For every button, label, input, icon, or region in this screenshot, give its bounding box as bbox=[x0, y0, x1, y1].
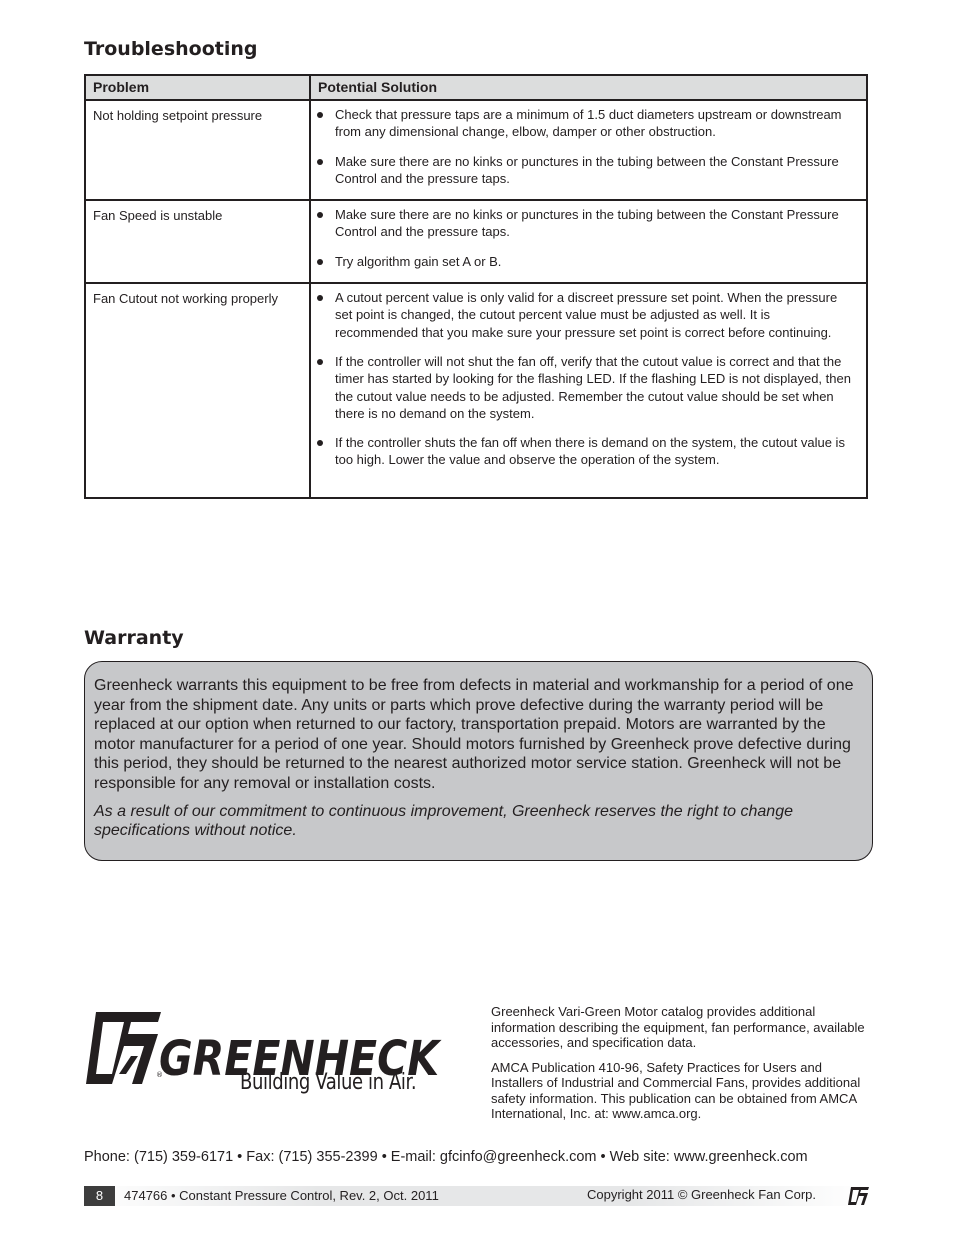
bullet-icon bbox=[317, 440, 323, 446]
info-paragraph: Greenheck Vari-Green Motor catalog provides additional information describing the equipment, fan performance, available accessories, and specification data. bbox=[491, 1004, 865, 1050]
bullet-icon bbox=[317, 259, 323, 265]
problem-cell: Fan Cutout not working properly bbox=[85, 283, 310, 498]
catalog-info bbox=[491, 1004, 866, 1131]
warranty-note: As a result of our commitment to continuous improvement, Greenheck reserves the right to change specifications without notice. bbox=[94, 802, 793, 840]
info-paragraph: AMCA Publication 410-96, Safety Practices for Users and Installers of Industrial and Commercial Fans, provides additional safety information. This publication can be obtained from AMCA International, Inc. at: www.amca.org. bbox=[491, 1059, 861, 1121]
table-row bbox=[85, 100, 867, 200]
bullet-icon bbox=[317, 112, 323, 118]
solution-item bbox=[335, 434, 856, 469]
solution-cell bbox=[310, 283, 867, 498]
table-row bbox=[85, 200, 867, 283]
solution-text: Make sure there are no kinks or punctures in the tubing between the Constant Pressure Control and the pressure taps. bbox=[335, 207, 839, 240]
bullet-icon bbox=[317, 295, 323, 301]
solution-item bbox=[335, 289, 856, 341]
solution-list bbox=[335, 289, 856, 469]
document-info: 474766 • Constant Pressure Control, Rev. 2, Oct. 2011 bbox=[124, 1188, 439, 1203]
solution-cell bbox=[310, 100, 867, 200]
page-number: 8 bbox=[84, 1186, 115, 1206]
greenheck-mark-icon bbox=[86, 1012, 161, 1084]
solution-item bbox=[335, 206, 856, 241]
warranty-body: Greenheck warrants this equipment to be free from defects in material and workmanship for a period of one year from the shipment date. Any units or parts which prove defective during the warranty period will be replaced at our option when returned to our factory, transportation prepaid. Motors are warranted by the motor manufacturer for a period of one year. Should motors furnished by Greenheck prove defective during this period, they should be returned to the nearest authorized motor service station. Greenheck will not be responsible for any removal or installation costs. bbox=[94, 677, 854, 792]
solution-list bbox=[335, 106, 856, 187]
solution-list bbox=[335, 206, 856, 270]
copyright: Copyright 2011 © Greenheck Fan Corp. bbox=[587, 1187, 817, 1202]
solution-text: Check that pressure taps are a minimum of 1.5 duct diameters upstream or downstream from any dimensional change, elbow, damper or other obstruction. bbox=[335, 107, 842, 140]
logo-wordmark: GREENHECK bbox=[159, 1031, 443, 1087]
solution-text: If the controller will not shut the fan off, verify that the cutout value is correct and that the timer has started by looking for the flashing LED. If the flashing LED is not displayed, then the cutout value needs to be adjusted. Remember the cutout value should be set when there is no demand on the system. bbox=[335, 353, 851, 421]
column-header-problem: Problem bbox=[85, 75, 310, 100]
solution-item bbox=[335, 153, 856, 188]
problem-cell: Not holding setpoint pressure bbox=[85, 100, 310, 200]
bullet-icon bbox=[317, 159, 323, 165]
logo-tagline: Building Value in Air. bbox=[240, 1070, 417, 1095]
solution-text: If the controller shuts the fan off when there is demand on the system, the cutout value is too high. Lower the value and observe the operation of the system. bbox=[335, 435, 845, 468]
solution-item bbox=[335, 106, 856, 141]
solution-item bbox=[335, 253, 856, 270]
table-row bbox=[85, 283, 867, 498]
bullet-icon bbox=[317, 212, 323, 218]
column-header-solution: Potential Solution bbox=[310, 75, 867, 100]
contact-line: Phone: (715) 359-6171 • Fax: (715) 355-2399 • E-mail: gfcinfo@greenheck.com • Web site: www.greenheck.com bbox=[84, 1149, 808, 1165]
warranty-box bbox=[84, 661, 873, 861]
registered-mark: ® bbox=[156, 1071, 163, 1079]
warranty-heading: Warranty bbox=[84, 627, 184, 649]
solution-text: Make sure there are no kinks or punctures in the tubing between the Constant Pressure Control and the pressure taps. bbox=[335, 153, 839, 186]
troubleshooting-heading: Troubleshooting bbox=[84, 38, 258, 60]
solution-cell bbox=[310, 200, 867, 283]
bullet-icon bbox=[317, 359, 323, 365]
solution-text: A cutout percent value is only valid for a discreet pressure set point. When the pressure set point is changed, the cutout percent value must be adjusted as well. It is recommended that you make sure your pressure set point is correct before continuing. bbox=[335, 290, 838, 340]
troubleshooting-table bbox=[84, 74, 868, 499]
solution-item bbox=[335, 353, 856, 422]
greenheck-small-logo-icon bbox=[848, 1186, 870, 1206]
table-header-row bbox=[85, 75, 867, 100]
solution-text: Try algorithm gain set A or B. bbox=[335, 253, 502, 269]
problem-cell: Fan Speed is unstable bbox=[85, 200, 310, 283]
